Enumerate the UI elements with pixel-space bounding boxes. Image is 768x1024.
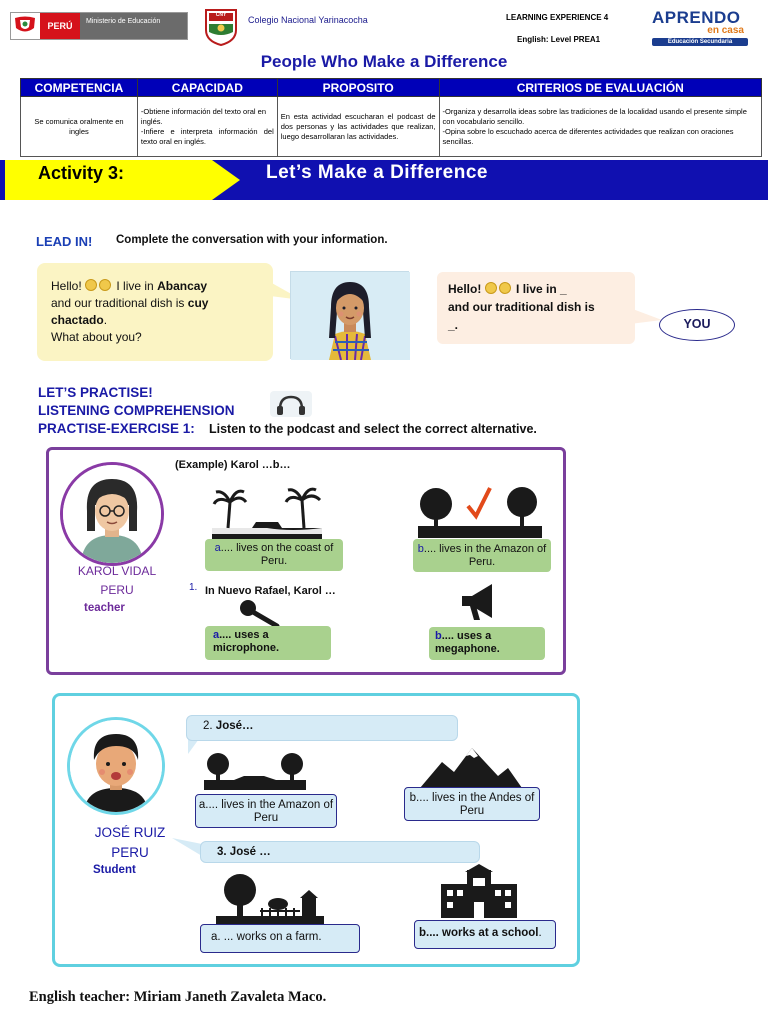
dish-intro: and our traditional dish is [51,296,185,310]
place-text: Abancay [157,279,208,293]
footer-teacher: English teacher: Miriam Janeth Zavaleta Maco. [29,989,327,1005]
dish-intro: and our traditional dish is [448,300,595,314]
option-text: .... lives on the coast of Peru. [220,542,334,567]
dish-blank: _. [448,318,459,332]
listening-line: LISTENING COMPREHENSION [38,403,235,418]
aprendo-en-casa-logo [652,9,748,46]
criterio-line: -Organiza y desarrolla ideas sobre las tradiciones de la localidad usando el presente simple con vocabulario sencillo. [442,106,747,126]
option-period: . [538,927,542,939]
peru-shield-icon [12,14,38,36]
question-text: What about you? [51,330,142,344]
girl-icon [291,272,410,360]
jose-avatar [67,717,165,815]
question-3-text: José … [229,846,271,858]
option-letter: b [435,630,442,642]
option-text: .... lives in the Amazon of Peru. [423,543,547,568]
smile-emoji-icon [485,282,497,294]
jose-name: JOSÉ RUIZ [94,825,166,840]
ministry-label: Ministerio de Educación [80,13,187,39]
capacidad-line: -Infiere e interpreta información del texto oral en inglés. [140,126,274,146]
option-text: .... uses a megaphone. [435,630,500,655]
criterios-cell [439,97,761,157]
andes-mountains-icon [420,746,522,788]
question-2-option-b[interactable]: b.... lives in the Andes of Peru [404,787,540,821]
question-2-text: José… [215,720,254,732]
farm-icon [216,872,324,924]
capacidad-cell [137,97,277,157]
option-letter: b [417,543,424,555]
table-header: COMPETENCIA [21,79,138,97]
karol-name: KAROL VIDAL [77,564,157,578]
competencia-table [20,78,762,157]
amazon-trees-checked-icon [418,484,542,538]
question-number: 3. [217,846,227,858]
left-bubble-text [51,278,266,346]
learning-experience: LEARNING EXPERIENCE 4 [506,13,609,22]
karol-name-block [56,562,178,600]
hello-text: Hello! [51,279,82,293]
criterio-line: -Opina sobre lo escuchado acerca de diferentes actividades que realizan con oraciones sencillas. [442,126,734,146]
right-bubble-text [448,280,630,334]
question-1-option-b[interactable] [429,627,545,660]
question-1-option-a[interactable] [205,626,331,660]
question-number: 1. [189,582,198,593]
question-1-text: In Nuevo Rafael, Karol … [205,585,336,597]
table-header: CRITERIOS DE EVALUACIÓN [439,79,761,97]
jose-country: PERU [111,845,149,860]
teacher-face-icon [63,465,161,563]
brand-bottom: Educación Secundaria [652,38,748,46]
option-text: b.... works at a school [419,927,539,939]
proposito-cell: En esta actividad escucharan el podcast de dos personas y las actividades que realizan, luego desarrollaran las actividades. [277,97,439,157]
hello-text: Hello! [448,282,482,296]
practise-heading [38,384,235,438]
question-3-option-a[interactable]: a. ... works on a farm. [200,924,360,953]
bubble-tail-icon [630,306,662,326]
live-in-blank: I live in _ [516,282,567,296]
peru-label: PERÚ [40,13,80,39]
question-2-option-a[interactable]: a.... lives in the Amazon of Peru [195,794,337,828]
headphones-icon [270,391,312,417]
dish-text: cuy chactado [51,296,209,327]
table-header: CAPACIDAD [137,79,277,97]
lead-in-instruction: Complete the conversation with your information. [116,234,388,246]
jose-role: Student [93,864,136,876]
you-label: YOU [659,309,735,341]
example-prompt: (Example) Karol …b… [175,459,291,471]
option-letter: a [213,629,220,641]
question-2-bubble [186,715,458,741]
option-letter: a [214,542,221,554]
megaphone-icon [458,580,502,624]
brand-mid: en casa [707,25,744,36]
student-face-icon [70,720,162,812]
bubble-tail-icon [172,838,202,860]
smile-emoji-icon [99,279,111,291]
school-crest-text: CNY [215,12,227,18]
question-3-bubble [200,841,480,863]
activity-title: Let’s Make a Difference [266,162,488,183]
smile-emoji-icon [85,279,97,291]
amazon-trees-icon [204,752,306,790]
question-3-option-b[interactable] [414,920,556,949]
english-level: English: Level PREA1 [517,35,601,44]
option-text: .... uses a microphone. [213,629,280,654]
page-title: People Who Make a Difference [260,52,508,71]
exercise-label: PRACTISE-EXERCISE 1: [38,421,195,436]
school-building-icon [441,864,517,918]
karol-country: PERU [100,583,134,597]
capacidad-line: -Obtiene información del texto oral en inglés. [140,106,266,126]
karol-avatar [60,462,164,566]
live-in-text: I live in [116,279,154,293]
practise-line: LET’S PRACTISE! [38,385,153,400]
girl-illustration [290,271,409,359]
coast-palm-icon [212,484,322,540]
karol-role: teacher [84,602,125,614]
table-header: PROPOSITO [277,79,439,97]
period: . [103,313,108,327]
lead-in-label: LEAD IN! [36,234,93,249]
exercise-instruction: Listen to the podcast and select the correct alternative. [209,422,537,436]
activity-label: Activity 3: [38,163,125,183]
school-name: Colegio Nacional Yarinacocha [248,15,368,25]
competencia-cell: Se comunica oralmente en ingles [21,97,138,157]
example-option-b[interactable] [413,539,551,572]
question-number: 2. [203,720,213,732]
example-option-a[interactable] [205,539,343,571]
brand-top: APRENDO [652,8,741,27]
smile-emoji-icon [499,282,511,294]
